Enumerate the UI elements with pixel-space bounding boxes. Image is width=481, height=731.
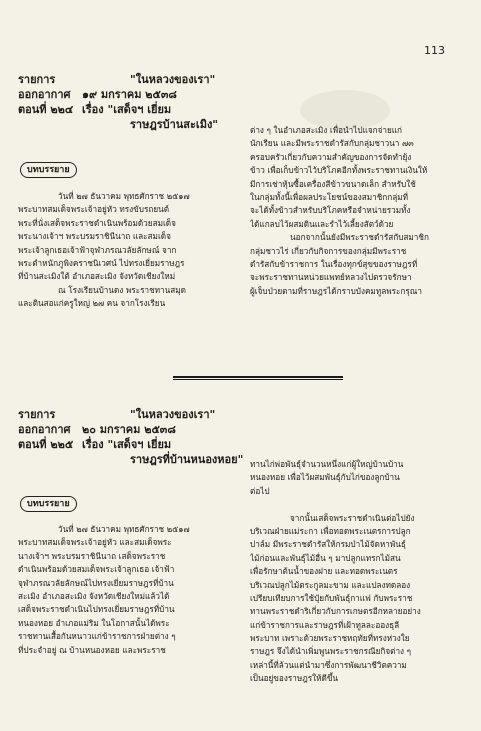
text-line: ราษฎร จึงได้นำเพิ่มพูนพระราชกรณียกิจต่าง ๆ	[250, 646, 412, 657]
section-episode-224	[18, 72, 463, 132]
text-line: ปาล์ม มีพระราชดำรัสให้กรมป่าไม้จัดหาพันธุ์	[250, 539, 406, 550]
section1-right-column	[250, 124, 462, 298]
text-line: กลุ่มชาวไร่ เกี่ยวกับกิจการของกลุ่มมีพระราช	[250, 245, 407, 256]
text-line: ที่บ้านสะเมิงใต้ อำเภอสะเมิง จังหวัดเชียงใหม่	[18, 271, 176, 282]
text-line: หนองหอย อำเภอแม่ริม ในโอกาสนั้นได้พระ	[18, 617, 170, 628]
text-line: ราชทานเสื้อกันหนาวแก่ข้าราชการฝ่ายต่าง ๆ	[18, 631, 176, 642]
text-line: แก่ข้าราชการและราษฎรที่เฝ้าทูลละอองธุลี	[250, 619, 400, 630]
text-line: เป็นอยู่ของราษฎรให้ดีขึ้น	[250, 673, 339, 684]
airdate-value: ๑๙ มกราคม ๒๕๓๘	[82, 88, 177, 101]
text-line: ครอบครัวเกี่ยวกับความสำคัญของการจัดทำยุ้ง	[250, 151, 412, 162]
program-label: รายการ	[18, 408, 56, 421]
text-line	[250, 498, 462, 511]
text-line: ดำรัสกับข้าราชการ ในเรื่องทุกข์สุขของราษฎรที่	[250, 258, 418, 269]
episode-header	[18, 72, 463, 132]
text-line: ข้าว เพื่อเก็บข้าวไว้บริโภคอีกทั้งพระราชทานเงินให้	[250, 165, 428, 176]
airdate-value: ๒๐ มกราคม ๒๕๓๘	[82, 423, 176, 436]
text-line: เพื่อรักษาต้นน้ำของฝาย และทอดพระเนตร	[250, 566, 398, 577]
text-line: ทานพระราชดำริเกี่ยวกับการเกษตรอีกหลายอย่าง	[250, 606, 421, 617]
text-line: ต่าง ๆ ในอำเภอสะเมิง เพื่อนำไปแจกจ่ายแก่	[250, 125, 403, 135]
text-line: บริเวณฝ่ายแม่ระกา เพื่อทอดพระเนตรการปลูก	[250, 525, 411, 536]
program-title: "ในหลวงของเรา"	[130, 73, 216, 86]
text-line: เปรียบเทียบการใช้ปุ๋ยกับพันธุ์กาแฟ กับพระราช	[250, 592, 413, 603]
program-label: รายการ	[18, 73, 56, 86]
text-line: พระตำหนักภูพิงคราชนิเวศน์ ไปทรงเยี่ยมราษฎร	[18, 257, 185, 268]
section2-left-column	[18, 523, 230, 657]
narration-badge: บทบรรยาย	[20, 496, 77, 512]
episode-title-1: เรื่อง "เสด็จฯ เยี่ยม	[82, 438, 172, 451]
header-spacer	[18, 117, 78, 132]
text-line: จากนั้นเสด็จพระราชดำเนินต่อไปยัง	[290, 512, 415, 523]
text-line: จะพระราชทานหน่วยแพทย์หลวงไปตรวจรักษา	[250, 272, 412, 283]
text-line: หนองหอย เพื่อไว้ผสมพันธุ์กับไก่ของลูกบ้าน	[250, 472, 400, 483]
text-line: วันที่ ๒๗ ธันวาคม พุทธศักราช ๒๕๑๗	[58, 191, 190, 201]
text-line: พระบาทสมเด็จพระเจ้าอยู่หัว และสมเด็จพระ	[18, 537, 172, 548]
airdate-label: ออกอากาศ	[18, 88, 71, 101]
text-line: และดินสอแก่ครูใหญ่ ๒๗ คน จากโรงเรียน	[18, 298, 166, 309]
episode-label: ตอนที่ ๒๒๕	[18, 438, 74, 451]
section2-right-column	[250, 458, 462, 686]
text-line: เสด็จพระราชดำเนินไปทรงเยี่ยมราษฎรที่บ้าน	[18, 604, 175, 615]
episode-title-1: เรื่อง "เสด็จฯ เยี่ยม	[82, 103, 172, 116]
text-line: บริเวณปลูกไม้ตระกูลมะขาม และแปลงทดลอง	[250, 579, 411, 590]
text-line: ผู้เจ็บป่วยตามที่ราษฎรได้กราบบังคมทูลพระกรุณา	[250, 285, 422, 296]
episode-title-2: ราษฎรที่บ้านหนองหอย"	[130, 453, 244, 466]
badge-wrap	[20, 491, 77, 512]
text-line: ณ โรงเรียนบ้านดง พระราชทานสมุด	[58, 284, 186, 295]
airdate-label: ออกอากาศ	[18, 423, 71, 436]
text-line: เหล่านี้ที่ล้วนแต่นำมาซึ่งการพัฒนาชีวิตความ	[250, 659, 407, 670]
text-line: ที่ประจำอยู่ ณ บ้านหนองหอย และพระราช	[18, 644, 166, 655]
text-line: ได้แกลบไว้ผสมดินและรำไว้เลี้ยงสัตว์ด้วย	[250, 218, 394, 229]
text-line: พระเจ้าลูกเธอเจ้าฟ้าจุฬาภรณวลัยลักษณ์ จาก	[18, 244, 177, 255]
text-line: ทานไก่พ่อพันธุ์จำนวนหนึ่งแก่ผู้ใหญ่บ้านบ้าน	[250, 459, 404, 469]
text-line: จุฬาภรณวลัยลักษณ์ไปทรงเยี่ยมราษฎรที่บ้าน	[18, 577, 174, 588]
text-line: นอกจากนั้นยังมีพระราชดำรัสกับสมาชิก	[290, 232, 429, 243]
badge-wrap	[20, 157, 77, 178]
text-line: พระนางเจ้าฯ พระบรมราชินีนาถ และสมเด็จ	[18, 231, 171, 242]
text-line: ดำเนินพร้อมด้วยสมเด็จพระเจ้าลูกเธอ เจ้าฟ้า	[18, 564, 175, 575]
episode-title-2: ราษฎรบ้านสะเมิง"	[130, 118, 219, 131]
narration-badge: บทบรรยาย	[20, 162, 77, 178]
header-spacer	[18, 452, 78, 467]
text-line: นักเรียน และมีพระราชดำรัสกับกลุ่มชาวนา ๗๓	[250, 138, 414, 149]
text-line: สะเมิง อำเภอสะเมิง จังหวัดเชียงใหม่แล้วได้	[18, 590, 170, 601]
text-line: วันที่ ๒๗ ธันวาคม พุทธศักราช ๒๕๑๗	[58, 524, 190, 534]
text-line: ในกลุ่มทั้งนี้เพื่อผลประโยชน์ของสมาชิกกลุ่มที่	[250, 191, 409, 202]
text-line: จะได้ทั้งข้าวสำหรับบริโภคหรือจำหน่ายรวมทั้ง	[250, 205, 411, 216]
text-line: พระที่นั่งเสด็จพระราชดำเนินพร้อมด้วยสมเด็จ	[18, 217, 176, 228]
text-line: มีการเช่าหุ้นซื้อเครื่องสีข้าวขนาดเล็ก สำหรับใช้	[250, 178, 416, 189]
text-line: พระบาทสมเด็จพระเจ้าอยู่หัว ทรงขับรถยนต์	[18, 204, 170, 215]
program-title: "ในหลวงของเรา"	[130, 408, 216, 421]
text-line: ต่อไป	[250, 485, 270, 496]
text-line: พระบาท เพราะด้วยพระราชหฤทัยที่ทรงห่วงใย	[250, 633, 410, 644]
episode-label: ตอนที่ ๒๒๔	[18, 103, 74, 116]
page-number: 113	[424, 44, 445, 57]
text-line: ไม้ก่อนและพันธุ์ไม้อื่น ๆ มาปลูกแทรกไม้สน	[250, 552, 401, 563]
section1-left-column	[18, 190, 230, 311]
section-divider	[173, 376, 343, 380]
text-line: นางเจ้าฯ พระบรมราชินีนาถ เสด็จพระราช	[18, 550, 166, 561]
